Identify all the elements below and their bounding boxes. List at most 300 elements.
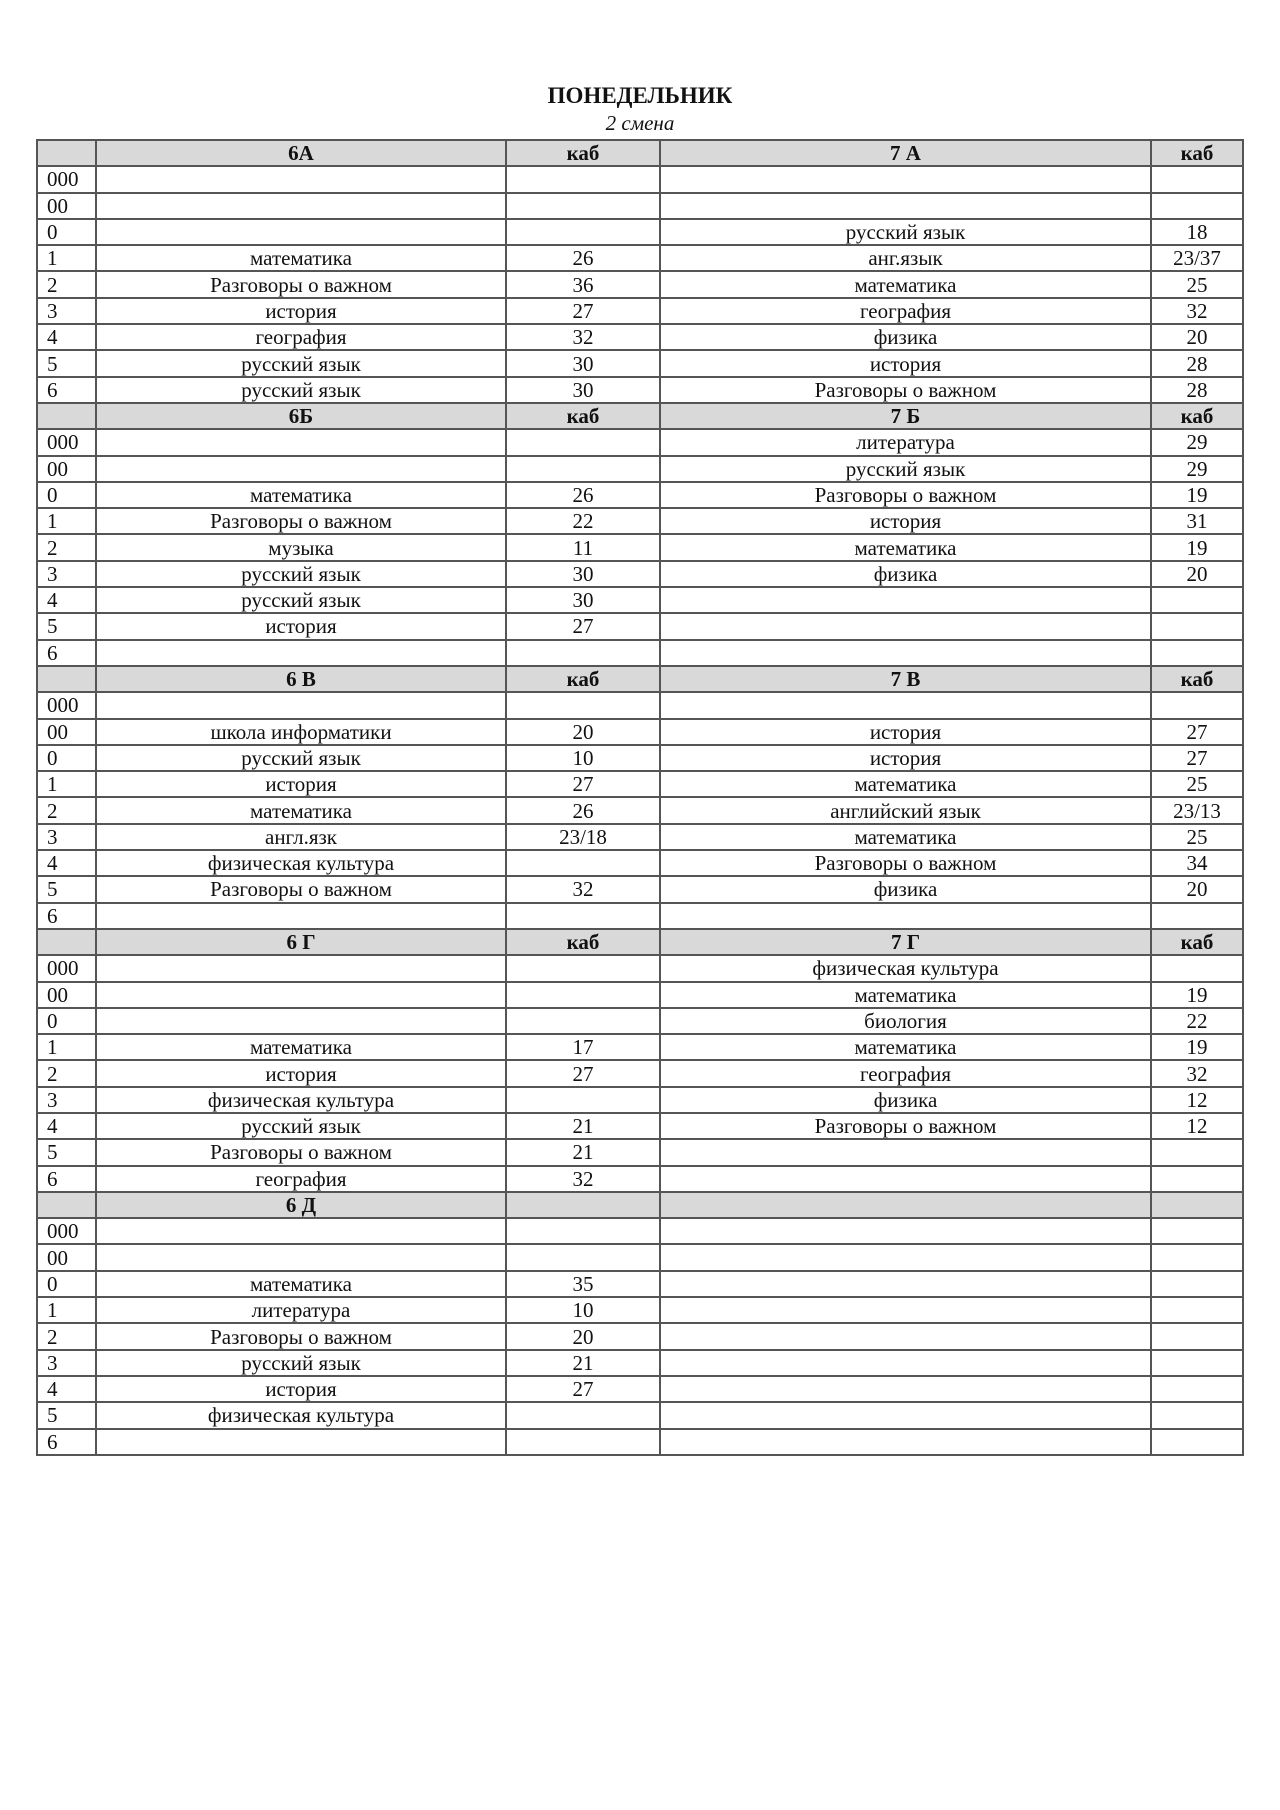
left-room: 30: [506, 587, 660, 613]
lesson-row: [37, 876, 1243, 902]
right-subject: математика: [660, 534, 1151, 560]
left-subject: русский язык: [96, 587, 506, 613]
right-room: [1151, 1402, 1243, 1428]
left-subject: [96, 982, 506, 1008]
left-subject: физическая культура: [96, 850, 506, 876]
header-number-cell: [37, 929, 96, 955]
right-subject: [660, 1350, 1151, 1376]
left-subject: школа информатики: [96, 719, 506, 745]
left-room: [506, 982, 660, 1008]
lesson-row: [37, 1113, 1243, 1139]
lesson-number: 2: [37, 271, 96, 297]
left-subject: математика: [96, 1034, 506, 1060]
lesson-row: [37, 587, 1243, 613]
lesson-row: [37, 377, 1243, 403]
lesson-row: [37, 324, 1243, 350]
left-subject: [96, 640, 506, 666]
left-room: [506, 692, 660, 718]
right-subject: [660, 692, 1151, 718]
lesson-row: [37, 1376, 1243, 1402]
right-room: [1151, 1350, 1243, 1376]
lesson-number: 6: [37, 1429, 96, 1455]
right-subject: география: [660, 1060, 1151, 1086]
page-title: ПОНЕДЕЛЬНИК: [547, 83, 733, 108]
left-subject: Разговоры о важном: [96, 1139, 506, 1165]
left-subject: математика: [96, 482, 506, 508]
left-subject: [96, 1008, 506, 1034]
right-room: 29: [1151, 429, 1243, 455]
lesson-row: [37, 1060, 1243, 1086]
lesson-row: [37, 429, 1243, 455]
right-subject: математика: [660, 271, 1151, 297]
lesson-number: 000: [37, 955, 96, 981]
left-room: 20: [506, 1323, 660, 1349]
left-subject: математика: [96, 1271, 506, 1297]
lesson-number: 2: [37, 534, 96, 560]
right-room: 12: [1151, 1113, 1243, 1139]
left-subject: русский язык: [96, 377, 506, 403]
lesson-number: 3: [37, 561, 96, 587]
right-subject: математика: [660, 824, 1151, 850]
left-subject: русский язык: [96, 350, 506, 376]
lesson-row: [37, 1008, 1243, 1034]
lesson-row: [37, 219, 1243, 245]
lesson-number: 1: [37, 1034, 96, 1060]
left-subject: история: [96, 613, 506, 639]
class-header-row: [37, 929, 1243, 955]
right-subject: [660, 1271, 1151, 1297]
right-subject: география: [660, 298, 1151, 324]
left-room: 30: [506, 377, 660, 403]
left-subject: русский язык: [96, 745, 506, 771]
lesson-number: 6: [37, 903, 96, 929]
left-subject: [96, 429, 506, 455]
left-subject: история: [96, 298, 506, 324]
right-room: 19: [1151, 982, 1243, 1008]
left-subject: литература: [96, 1297, 506, 1323]
left-room: 21: [506, 1139, 660, 1165]
right-room-label: каб: [1151, 403, 1243, 429]
right-subject: [660, 640, 1151, 666]
lesson-number: 6: [37, 377, 96, 403]
right-subject: [660, 1244, 1151, 1270]
left-subject: Разговоры о важном: [96, 1323, 506, 1349]
left-subject: физическая культура: [96, 1402, 506, 1428]
left-subject: физическая культура: [96, 1087, 506, 1113]
left-room: 26: [506, 245, 660, 271]
left-room: [506, 1218, 660, 1244]
right-subject: [660, 1376, 1151, 1402]
left-subject: география: [96, 1166, 506, 1192]
lesson-row: [37, 1297, 1243, 1323]
right-room: [1151, 193, 1243, 219]
left-room: 21: [506, 1350, 660, 1376]
right-room: 31: [1151, 508, 1243, 534]
right-subject: математика: [660, 982, 1151, 1008]
lesson-number: 0: [37, 1271, 96, 1297]
left-room: [506, 955, 660, 981]
lesson-number: 3: [37, 1350, 96, 1376]
lesson-row: [37, 1271, 1243, 1297]
right-subject: русский язык: [660, 219, 1151, 245]
right-subject: английский язык: [660, 797, 1151, 823]
left-room: 27: [506, 613, 660, 639]
lesson-number: 1: [37, 245, 96, 271]
right-room: 25: [1151, 824, 1243, 850]
right-room: [1151, 1429, 1243, 1455]
lesson-number: 2: [37, 1323, 96, 1349]
left-class-name: 6А: [96, 140, 506, 166]
right-room: [1151, 692, 1243, 718]
right-room-label: каб: [1151, 140, 1243, 166]
right-subject: Разговоры о важном: [660, 482, 1151, 508]
lesson-number: 5: [37, 1402, 96, 1428]
class-header-row: [37, 1192, 1243, 1218]
left-room: 32: [506, 1166, 660, 1192]
right-subject: математика: [660, 771, 1151, 797]
right-room-label: каб: [1151, 929, 1243, 955]
lesson-row: [37, 1350, 1243, 1376]
right-room: [1151, 613, 1243, 639]
right-room: [1151, 1139, 1243, 1165]
schedule-table: [36, 139, 1244, 1456]
lesson-row: [37, 1087, 1243, 1113]
left-room: [506, 850, 660, 876]
left-subject: история: [96, 1060, 506, 1086]
lesson-row: [37, 166, 1243, 192]
left-room: 32: [506, 876, 660, 902]
left-subject: [96, 193, 506, 219]
right-subject: история: [660, 719, 1151, 745]
right-subject: анг.язык: [660, 245, 1151, 271]
right-room: 18: [1151, 219, 1243, 245]
left-room: 21: [506, 1113, 660, 1139]
left-class-name: 6 В: [96, 666, 506, 692]
left-subject: математика: [96, 797, 506, 823]
lesson-row: [37, 1218, 1243, 1244]
lesson-number: 00: [37, 456, 96, 482]
left-room: [506, 1429, 660, 1455]
right-room: 20: [1151, 324, 1243, 350]
lesson-number: 5: [37, 350, 96, 376]
left-room: [506, 1244, 660, 1270]
lesson-row: [37, 1429, 1243, 1455]
left-room: 10: [506, 745, 660, 771]
lesson-number: 0: [37, 745, 96, 771]
lesson-row: [37, 350, 1243, 376]
left-room: 27: [506, 1060, 660, 1086]
lesson-row: [37, 482, 1243, 508]
left-room: [506, 219, 660, 245]
lesson-row: [37, 850, 1243, 876]
left-subject: русский язык: [96, 1350, 506, 1376]
left-room: [506, 903, 660, 929]
left-class-name: 6 Г: [96, 929, 506, 955]
lesson-number: 00: [37, 193, 96, 219]
right-subject: физика: [660, 876, 1151, 902]
left-subject: [96, 903, 506, 929]
left-room: 30: [506, 561, 660, 587]
lesson-number: 3: [37, 824, 96, 850]
left-subject: [96, 1218, 506, 1244]
right-subject: [660, 166, 1151, 192]
left-room: [506, 193, 660, 219]
lesson-number: 000: [37, 1218, 96, 1244]
lesson-row: [37, 1244, 1243, 1270]
right-subject: физика: [660, 561, 1151, 587]
right-room: [1151, 1323, 1243, 1349]
right-subject: история: [660, 350, 1151, 376]
left-subject: история: [96, 1376, 506, 1402]
lesson-number: 6: [37, 1166, 96, 1192]
left-room: 35: [506, 1271, 660, 1297]
left-room: [506, 1008, 660, 1034]
right-room: 23/37: [1151, 245, 1243, 271]
lesson-row: [37, 298, 1243, 324]
right-room: 27: [1151, 719, 1243, 745]
left-subject: [96, 456, 506, 482]
lesson-row: [37, 271, 1243, 297]
lesson-number: 000: [37, 429, 96, 455]
left-subject: Разговоры о важном: [96, 508, 506, 534]
left-subject: [96, 1429, 506, 1455]
left-subject: [96, 166, 506, 192]
right-subject: [660, 903, 1151, 929]
lesson-number: 3: [37, 1087, 96, 1113]
lesson-row: [37, 692, 1243, 718]
lesson-number: 4: [37, 587, 96, 613]
right-subject: [660, 587, 1151, 613]
right-room-label: каб: [1151, 666, 1243, 692]
lesson-number: 2: [37, 1060, 96, 1086]
left-room: [506, 640, 660, 666]
right-room: [1151, 640, 1243, 666]
left-subject: Разговоры о важном: [96, 876, 506, 902]
left-subject: история: [96, 771, 506, 797]
lesson-row: [37, 640, 1243, 666]
right-subject: история: [660, 745, 1151, 771]
right-room: 28: [1151, 350, 1243, 376]
header-number-cell: [37, 666, 96, 692]
lesson-number: 0: [37, 1008, 96, 1034]
left-subject: [96, 1244, 506, 1270]
left-room: 36: [506, 271, 660, 297]
lesson-row: [37, 797, 1243, 823]
left-room-label: [506, 1192, 660, 1218]
left-subject: Разговоры о важном: [96, 271, 506, 297]
left-room: 20: [506, 719, 660, 745]
lesson-row: [37, 456, 1243, 482]
lesson-number: 1: [37, 1297, 96, 1323]
left-room: [506, 429, 660, 455]
right-room: [1151, 1297, 1243, 1323]
left-room: 26: [506, 797, 660, 823]
lesson-number: 00: [37, 719, 96, 745]
right-room: [1151, 166, 1243, 192]
right-subject: [660, 1402, 1151, 1428]
lesson-number: 00: [37, 982, 96, 1008]
left-subject: [96, 692, 506, 718]
right-subject: биология: [660, 1008, 1151, 1034]
left-subject: русский язык: [96, 561, 506, 587]
left-room: 32: [506, 324, 660, 350]
left-room: 23/18: [506, 824, 660, 850]
left-room: 22: [506, 508, 660, 534]
lesson-row: [37, 1139, 1243, 1165]
right-room: 25: [1151, 271, 1243, 297]
right-subject: литература: [660, 429, 1151, 455]
schedule-body: [37, 140, 1243, 1455]
lesson-row: [37, 771, 1243, 797]
right-room: [1151, 1271, 1243, 1297]
lesson-row: [37, 1166, 1243, 1192]
left-subject: русский язык: [96, 1113, 506, 1139]
lesson-number: 2: [37, 797, 96, 823]
lesson-row: [37, 955, 1243, 981]
right-room: 20: [1151, 876, 1243, 902]
right-room: [1151, 1244, 1243, 1270]
lesson-row: [37, 1034, 1243, 1060]
left-room-label: каб: [506, 929, 660, 955]
left-room: [506, 456, 660, 482]
right-room: 19: [1151, 1034, 1243, 1060]
lesson-number: 4: [37, 1376, 96, 1402]
left-subject: [96, 955, 506, 981]
lesson-row: [37, 534, 1243, 560]
left-room: [506, 1087, 660, 1113]
header-number-cell: [37, 1192, 96, 1218]
lesson-number: 00: [37, 1244, 96, 1270]
left-class-name: 6 Д: [96, 1192, 506, 1218]
lesson-number: 0: [37, 219, 96, 245]
left-room: 27: [506, 1376, 660, 1402]
lesson-row: [37, 719, 1243, 745]
left-room: 26: [506, 482, 660, 508]
lesson-number: 6: [37, 640, 96, 666]
right-room: 20: [1151, 561, 1243, 587]
left-subject: математика: [96, 245, 506, 271]
lesson-row: [37, 613, 1243, 639]
right-room: [1151, 1218, 1243, 1244]
right-subject: [660, 1297, 1151, 1323]
right-subject: [660, 1323, 1151, 1349]
right-subject: Разговоры о важном: [660, 377, 1151, 403]
left-room: 10: [506, 1297, 660, 1323]
right-room: 22: [1151, 1008, 1243, 1034]
right-room: 34: [1151, 850, 1243, 876]
left-room: 30: [506, 350, 660, 376]
right-class-name: [660, 1192, 1151, 1218]
right-room: 19: [1151, 534, 1243, 560]
lesson-number: 3: [37, 298, 96, 324]
right-room: 12: [1151, 1087, 1243, 1113]
left-room-label: каб: [506, 140, 660, 166]
lesson-number: 0: [37, 482, 96, 508]
lesson-row: [37, 1323, 1243, 1349]
lesson-number: 000: [37, 166, 96, 192]
right-room: 27: [1151, 745, 1243, 771]
lesson-number: 000: [37, 692, 96, 718]
right-room: 23/13: [1151, 797, 1243, 823]
right-subject: физика: [660, 324, 1151, 350]
right-room: 29: [1151, 456, 1243, 482]
lesson-row: [37, 745, 1243, 771]
class-header-row: [37, 140, 1243, 166]
right-room-label: [1151, 1192, 1243, 1218]
right-room: 32: [1151, 1060, 1243, 1086]
left-room: 11: [506, 534, 660, 560]
right-subject: [660, 193, 1151, 219]
right-room: 19: [1151, 482, 1243, 508]
lesson-number: 1: [37, 508, 96, 534]
lesson-number: 1: [37, 771, 96, 797]
right-room: [1151, 955, 1243, 981]
left-subject: англ.язк: [96, 824, 506, 850]
lesson-row: [37, 982, 1243, 1008]
right-subject: Разговоры о важном: [660, 1113, 1151, 1139]
right-subject: Разговоры о важном: [660, 850, 1151, 876]
lesson-row: [37, 1402, 1243, 1428]
right-subject: [660, 1166, 1151, 1192]
right-subject: физическая культура: [660, 955, 1151, 981]
lesson-row: [37, 903, 1243, 929]
left-room: [506, 166, 660, 192]
right-class-name: 7 А: [660, 140, 1151, 166]
left-subject: музыка: [96, 534, 506, 560]
lesson-number: 5: [37, 876, 96, 902]
right-room: 32: [1151, 298, 1243, 324]
lesson-number: 4: [37, 324, 96, 350]
right-subject: [660, 1139, 1151, 1165]
lesson-number: 5: [37, 1139, 96, 1165]
lesson-row: [37, 193, 1243, 219]
lesson-row: [37, 508, 1243, 534]
lesson-row: [37, 824, 1243, 850]
lesson-number: 4: [37, 1113, 96, 1139]
right-subject: [660, 613, 1151, 639]
header-number-cell: [37, 403, 96, 429]
right-room: [1151, 1166, 1243, 1192]
right-class-name: 7 Г: [660, 929, 1151, 955]
right-room: [1151, 1376, 1243, 1402]
right-room: [1151, 903, 1243, 929]
right-subject: [660, 1218, 1151, 1244]
right-subject: история: [660, 508, 1151, 534]
left-subject: [96, 219, 506, 245]
left-room: 17: [506, 1034, 660, 1060]
left-room: 27: [506, 771, 660, 797]
right-subject: физика: [660, 1087, 1151, 1113]
lesson-number: 4: [37, 850, 96, 876]
lesson-row: [37, 245, 1243, 271]
lesson-number: 5: [37, 613, 96, 639]
left-room-label: каб: [506, 403, 660, 429]
left-class-name: 6Б: [96, 403, 506, 429]
class-header-row: [37, 666, 1243, 692]
right-room: [1151, 587, 1243, 613]
right-class-name: 7 Б: [660, 403, 1151, 429]
right-subject: [660, 1429, 1151, 1455]
page-subtitle: 2 смена: [605, 111, 675, 135]
left-subject: география: [96, 324, 506, 350]
right-subject: математика: [660, 1034, 1151, 1060]
class-header-row: [37, 403, 1243, 429]
right-room: 28: [1151, 377, 1243, 403]
left-room: [506, 1402, 660, 1428]
left-room-label: каб: [506, 666, 660, 692]
right-room: 25: [1151, 771, 1243, 797]
right-subject: русский язык: [660, 456, 1151, 482]
